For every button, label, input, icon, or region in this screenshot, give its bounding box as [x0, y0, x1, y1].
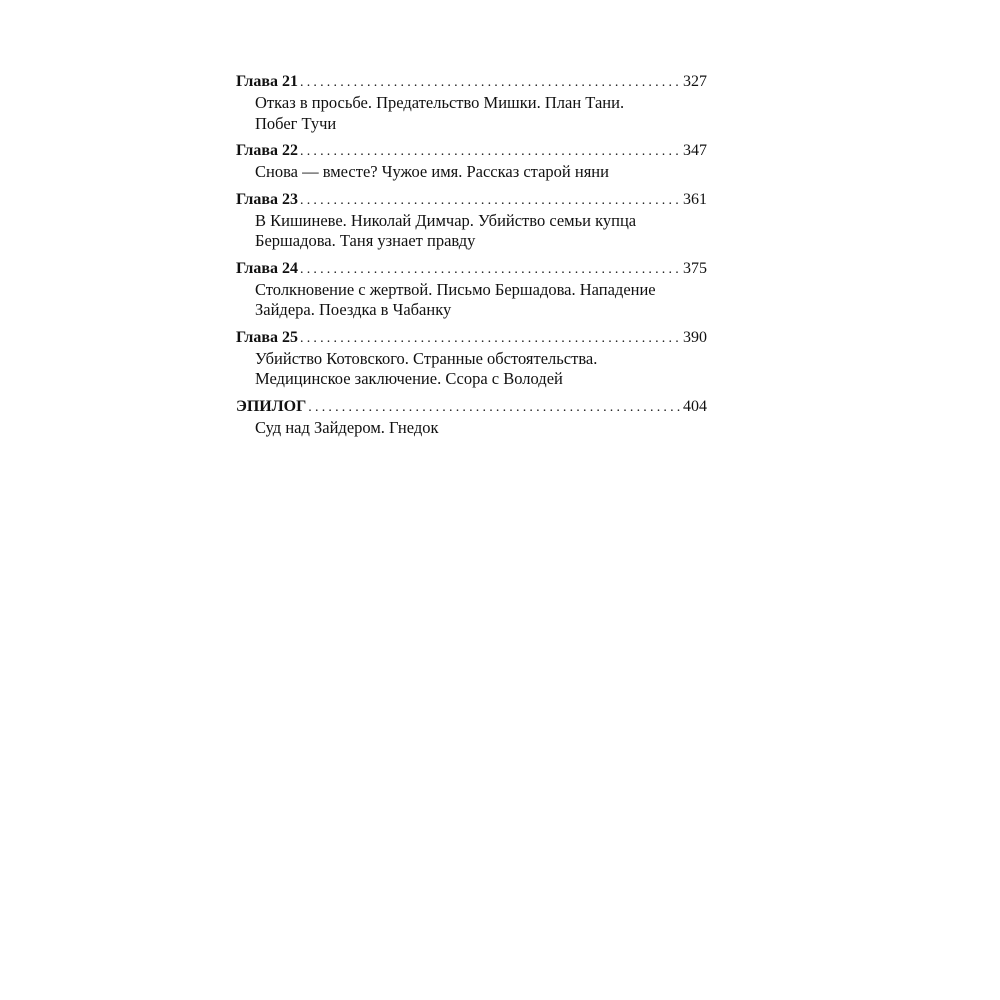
- summary-line: Зайдера. Поездка в Чабанку: [255, 300, 452, 319]
- page-number: 375: [683, 259, 707, 277]
- summary-line: Суд над Зайдером. Гнедок: [255, 417, 439, 437]
- chapter-title: Глава 21: [236, 73, 298, 90]
- page-number: 404: [683, 397, 707, 415]
- dot-leader: [300, 142, 681, 162]
- toc-heading-line: [236, 190, 707, 211]
- table-of-contents: [236, 72, 707, 445]
- chapter-title: ЭПИЛОГ: [236, 397, 307, 415]
- toc-entry-chapter-24: [236, 259, 707, 321]
- chapter-summary: [236, 349, 675, 390]
- summary-line: Побег Тучи: [255, 113, 337, 133]
- chapter-summary: [236, 162, 675, 183]
- summary-line: Бершадова. Таня узнает правду: [255, 231, 476, 250]
- toc-entry-chapter-22: [236, 141, 707, 183]
- toc-entry-chapter-25: [236, 328, 707, 390]
- toc-heading-line: [236, 328, 707, 349]
- dot-leader: [300, 329, 681, 349]
- chapter-title: Глава 22: [236, 142, 298, 159]
- page-number: 361: [683, 190, 707, 208]
- toc-heading-line: [236, 259, 707, 280]
- toc-entry-chapter-23: [236, 190, 707, 252]
- chapter-title: Глава 24: [236, 259, 298, 277]
- toc-heading-line: [236, 72, 707, 93]
- page-number: 327: [683, 73, 707, 90]
- toc-entry-epilogue: [236, 397, 707, 439]
- toc-heading-line: [236, 141, 707, 162]
- chapter-summary: [236, 211, 675, 252]
- dot-leader: [300, 260, 681, 280]
- summary-line: Столкновение с жертвой. Письмо Бершадова. Нападение: [255, 279, 656, 299]
- page-number: 347: [683, 142, 707, 159]
- page-number: 390: [683, 328, 707, 346]
- summary-line: Отказ в просьбе. Предательство Мишки. План Тани.: [255, 93, 625, 112]
- summary-line: Снова — вместе? Чужое имя. Рассказ старой няни: [255, 162, 609, 181]
- dot-leader: [300, 191, 681, 211]
- chapter-title: Глава 25: [236, 328, 298, 346]
- dot-leader: [308, 398, 681, 418]
- toc-heading-line: [236, 397, 707, 418]
- chapter-summary: [236, 418, 675, 439]
- chapter-title: Глава 23: [236, 190, 298, 208]
- summary-line: В Кишиневе. Николай Димчар. Убийство семьи купца: [255, 210, 637, 230]
- toc-entry-chapter-21: [236, 72, 707, 134]
- summary-line: Убийство Котовского. Странные обстоятельства.: [255, 348, 598, 368]
- chapter-summary: [236, 93, 675, 134]
- dot-leader: [300, 73, 681, 93]
- summary-line: Медицинское заключение. Ссора с Володей: [255, 369, 563, 388]
- chapter-summary: [236, 280, 675, 321]
